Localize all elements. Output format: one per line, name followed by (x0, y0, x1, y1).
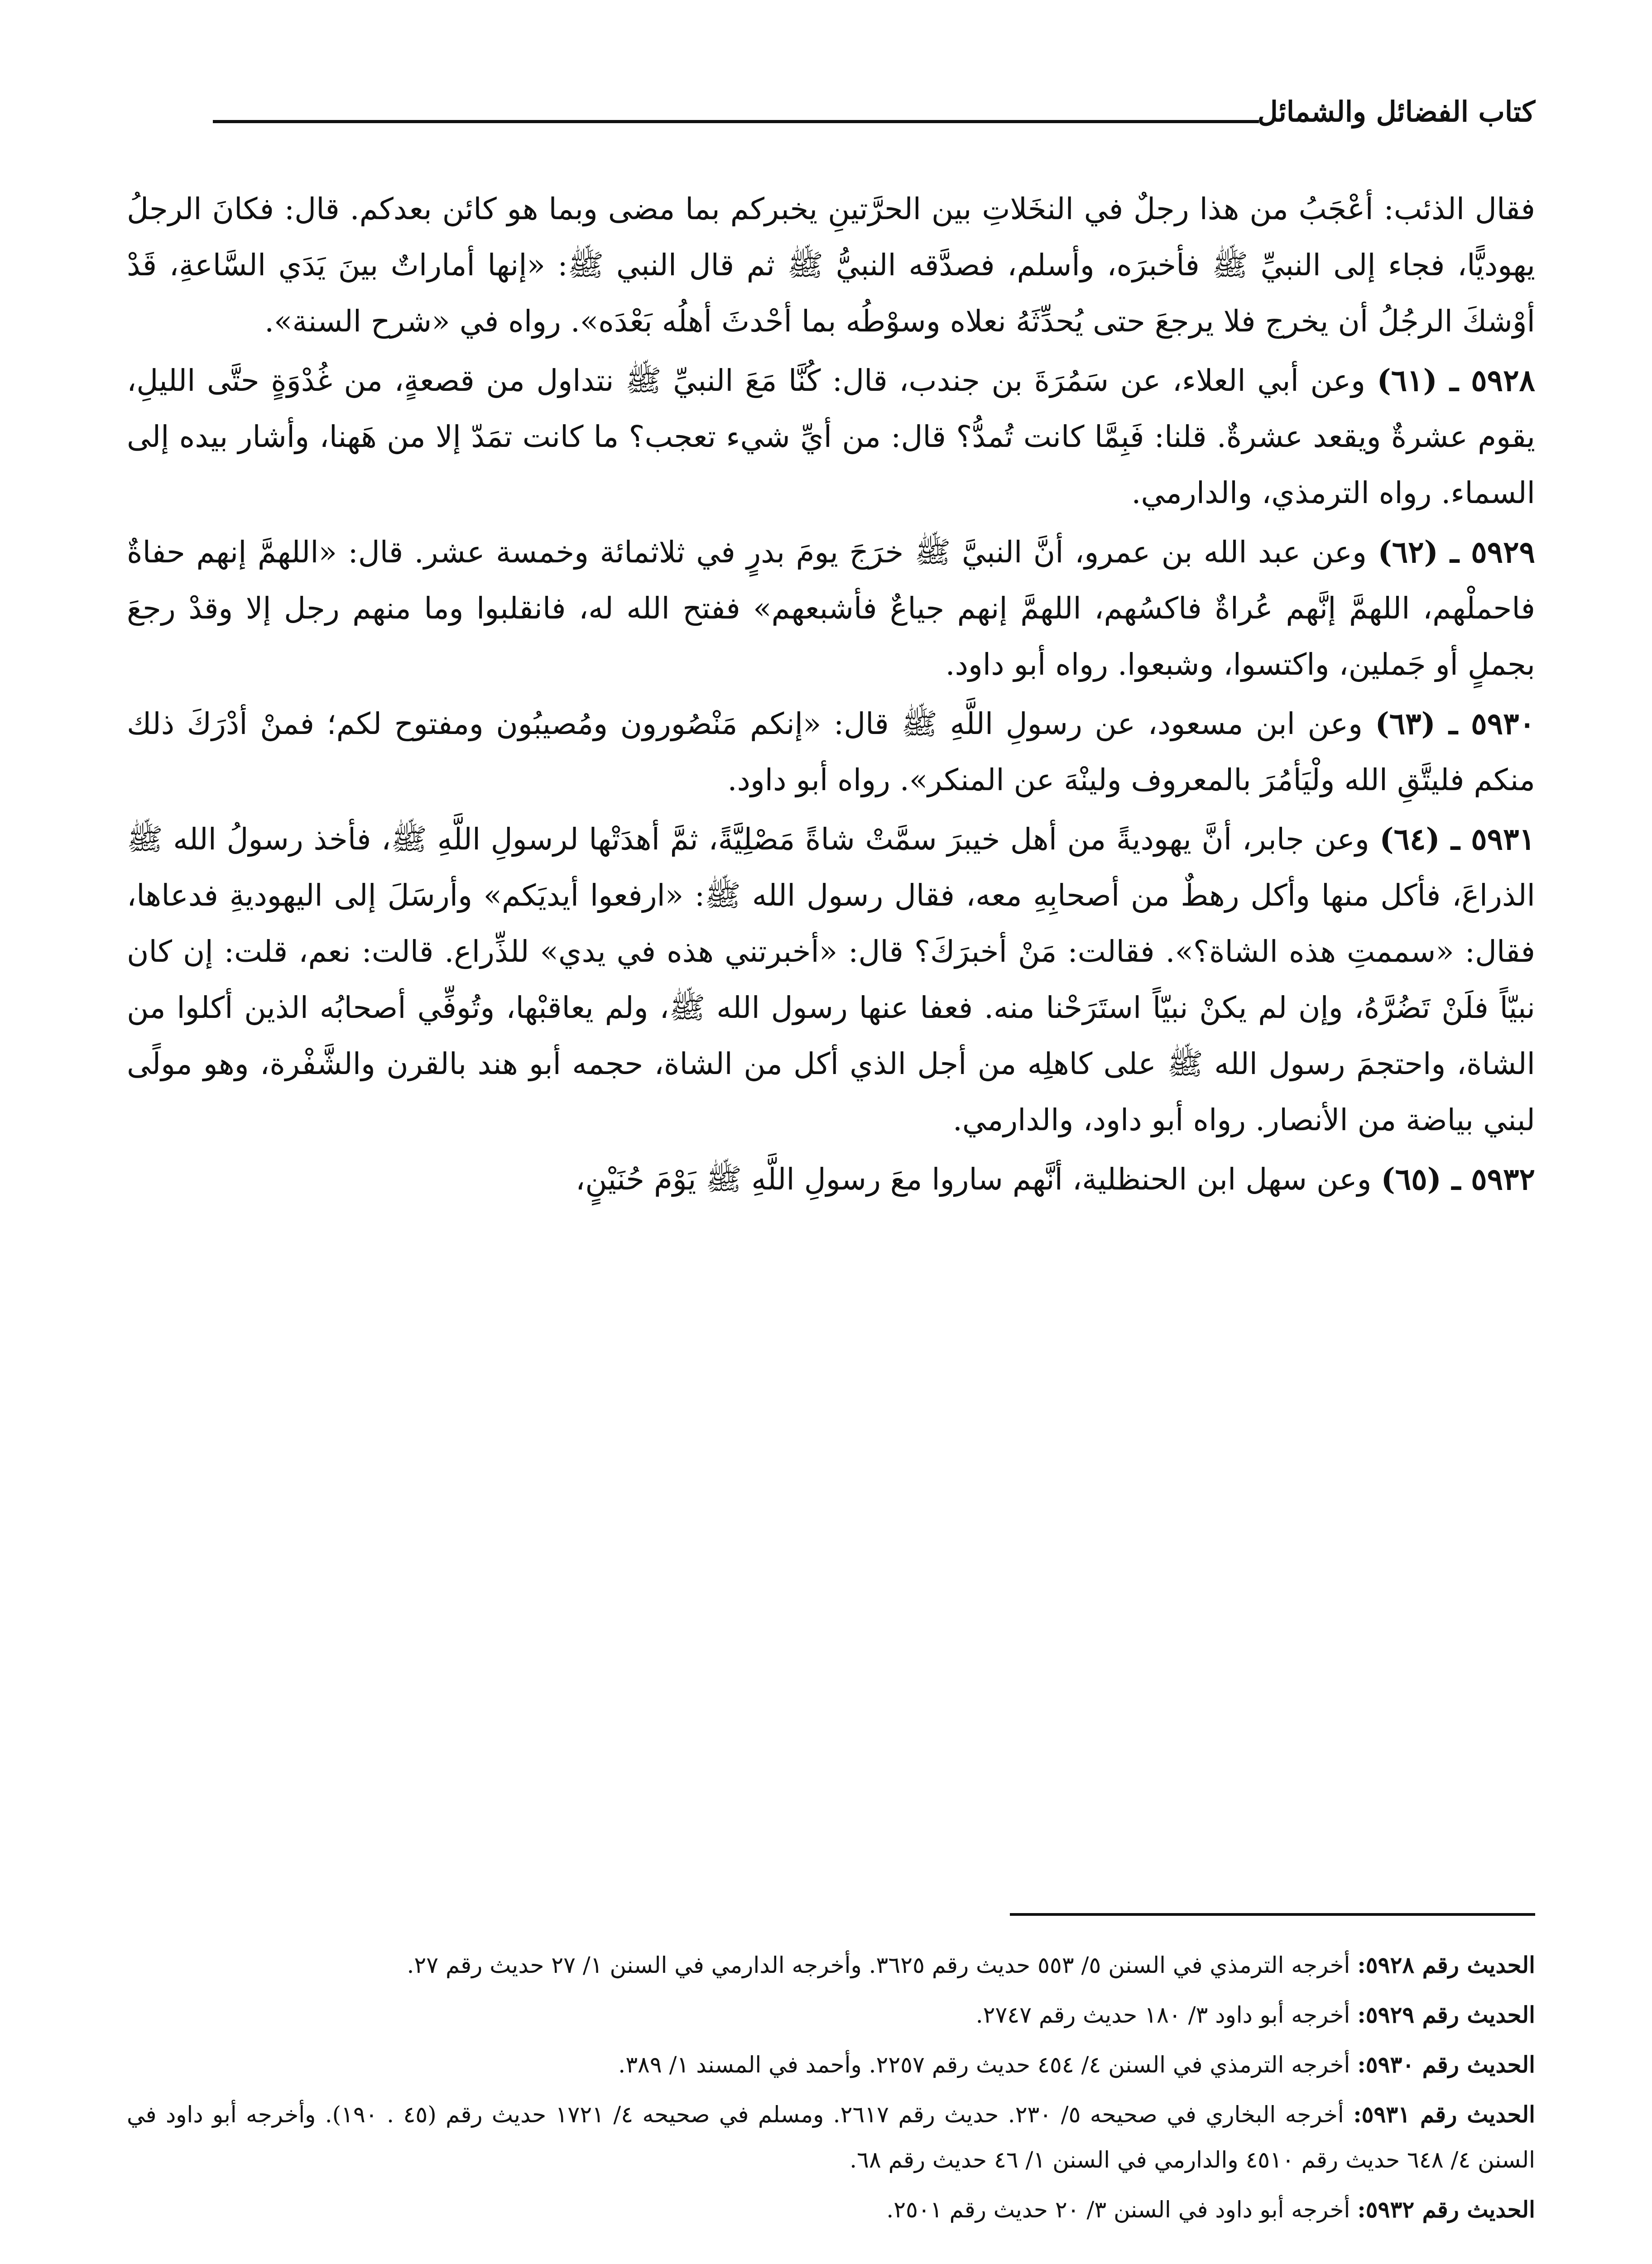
paragraph-text: وعن عبد الله بن عمرو، أنَّ النبيَّ ﷺ خرَجَ يومَ بدرٍ في ثلاثمائة وخمسة عشر. قال: «اللهمَّ إنهم حفاةٌ فاحملْهم، اللهمَّ إنَّهم عُراةٌ فاكسُهم، اللهمَّ إنهم جياعٌ فأشبعهم» ففتح الله له، فانقلبوا وما منهم رجل إلا وقدْ رجعَ بجملٍ أو جَملين، واكتسوا، وشبعوا. رواه أبو داود. (127, 535, 1535, 682)
footnotes (127, 1943, 1535, 2237)
paragraph-text: وعن أبي العلاء، عن سَمُرَةَ بن جندب، قال: كُنَّا مَعَ النبيِّ ﷺ نتداول من قصعةٍ، من غُدْوَةٍ حتَّى الليلِ، يقوم عشرةٌ ويقعد عشرةٌ. قلنا: فَبِمَّا كانت تُمدُّ؟ قال: من أيِّ شيء تعجب؟ ما كانت تمَدّ إلا من هَهنا، وأشار بيده إلى السماء. رواه الترمذي، والدارمي. (127, 363, 1535, 510)
footnote-label: الحديث رقم ٥٩٢٨: (1357, 1952, 1535, 1978)
footnote (127, 1992, 1535, 2038)
footnote-label: الحديث رقم ٥٩٣١: (1353, 2101, 1535, 2128)
footnote-text: أخرجه الترمذي في السنن ٥/ ٥٥٣ حديث رقم ٣٦٢٥. وأخرجه الدارمي في السنن ١/ ٢٧ حديث رقم ٢٧. (407, 1952, 1350, 1978)
paragraph (127, 1151, 1535, 1208)
footnote-text: أخرجه أبو داود في السنن ٣/ ٢٠ حديث رقم ٢٥٠١. (886, 2197, 1350, 2223)
main-text (127, 181, 1535, 1210)
hadith-number: ٥٩٣٠ ـ (٦٣) (1375, 706, 1535, 741)
paragraph (127, 696, 1535, 808)
paragraph-text: وعن ابن مسعود، عن رسولِ اللَّهِ ﷺ قال: «إنكم مَنْصُورون ومُصيبُون ومفتوح لكم؛ فمنْ أدْرَكَ ذلك منكم فليتَّقِ الله ولْيَأمُرَ بالمعروف ولينْهَ عن المنكر». رواه أبو داود. (127, 706, 1535, 797)
hadith-number: ٥٩٢٨ ـ (٦١) (1377, 363, 1535, 398)
footnote-text: أخرجه الترمذي في السنن ٤/ ٤٥٤ حديث رقم ٢٢٥٧. وأحمد في المسند ١/ ٣٨٩. (618, 2052, 1350, 2078)
footnote-separator (1010, 1913, 1535, 1916)
hadith-number: ٥٩٣٢ ـ (٦٥) (1381, 1161, 1535, 1197)
footnote-label: الحديث رقم ٥٩٣٢: (1357, 2196, 1535, 2223)
footnote (127, 2042, 1535, 2087)
footnote-text: أخرجه البخاري في صحيحه ٥/ ٢٣٠. حديث رقم ٢٦١٧. ومسلم في صحيحه ٤/ ١٧٢١ حديث رقم (٤٥ . ١٩٠). وأخرجه أبو داود في السنن ٤/ ٦٤٨ حديث رقم ٤٥١٠ والدارمي في السنن ١/ ٤٦ حديث رقم ٦٨. (127, 2101, 1535, 2173)
footnote-label: الحديث رقم ٥٩٢٩: (1357, 2001, 1535, 2028)
footnote-label: الحديث رقم ٥٩٣٠: (1357, 2051, 1535, 2078)
book-title: كتاب الفضائل والشمائل (1257, 95, 1535, 128)
paragraph (127, 811, 1535, 1148)
paragraph-text: وعن جابر، أنَّ يهوديةً من أهل خيبرَ سمَّتْ شاةً مَصْلِيَّةً، ثمَّ أهدَتْها لرسولِ اللَّهِ ﷺ، فأخذ رسولُ الله ﷺ الذراعَ، فأكل منها وأكل رهطٌ من أصحابِهِ معه، فقال رسول الله ﷺ: «ارفعوا أيديَكم» وأرسَلَ إلى اليهوديةِ فدعاها، فقال: «سممتِ هذه الشاة؟». فقالت: مَنْ أخبرَكَ؟ قال: «أخبرتني هذه في يدي» للذِّراع. قالت: نعم، قلت: إن كان نبيّاً فلَنْ تَضُرَّهُ، وإن لم يكنْ نبيّاً استَرَحْنا منه. فعفا عنها رسول الله ﷺ، ولم يعاقبْها، وتُوفِّي أصحابُه الذين أكلوا من الشاة، واحتجمَ رسول الله ﷺ على كاهلِه من أجل الذي أكل من الشاة، حجمه أبو هند بالقرن والشَّفْرة، وهو مولًى لبني بياضة من الأنصار. رواه أبو داود، والدارمي. (127, 822, 1535, 1137)
hadith-number: ٥٩٢٩ ـ (٦٢) (1378, 534, 1535, 570)
header-rule (213, 120, 1259, 123)
footnote (127, 2187, 1535, 2232)
paragraph-text: وعن سهل ابن الحنظلية، أنَّهم ساروا معَ رسولِ اللَّهِ ﷺ يَوْمَ حُنَيْنٍ، (575, 1162, 1372, 1197)
footnote (127, 2092, 1535, 2182)
paragraph (127, 352, 1535, 521)
paragraph (127, 181, 1535, 350)
hadith-number: ٥٩٣١ ـ (٦٤) (1379, 821, 1535, 857)
paragraph-text: فقال الذئب: أعْجَبُ من هذا رجلٌ في النخَلاتِ بين الحرَّتينِ يخبركم بما مضى وبما هو كائن بعدكم. قال: فكانَ الرجلُ يهوديًّا، فجاء إلى النبيِّ ﷺ فأخبرَه، وأسلم، فصدَّقه النبيُّ ﷺ ثم قال النبي ﷺ: «إنها أماراتٌ بينَ يَدَي السَّاعةِ، قَدْ أوْشكَ الرجُلُ أن يخرج فلا يرجعَ حتى يُحدِّثَهُ نعلاه وسوْطُه بما أحْدثَ أهلُه بَعْدَه». رواه في «شرح السنة». (127, 192, 1535, 339)
paragraph (127, 524, 1535, 693)
running-header (213, 91, 1535, 140)
footnote (127, 1943, 1535, 1988)
footnote-text: أخرجه أبو داود ٣/ ١٨٠ حديث رقم ٢٧٤٧. (975, 2002, 1350, 2028)
